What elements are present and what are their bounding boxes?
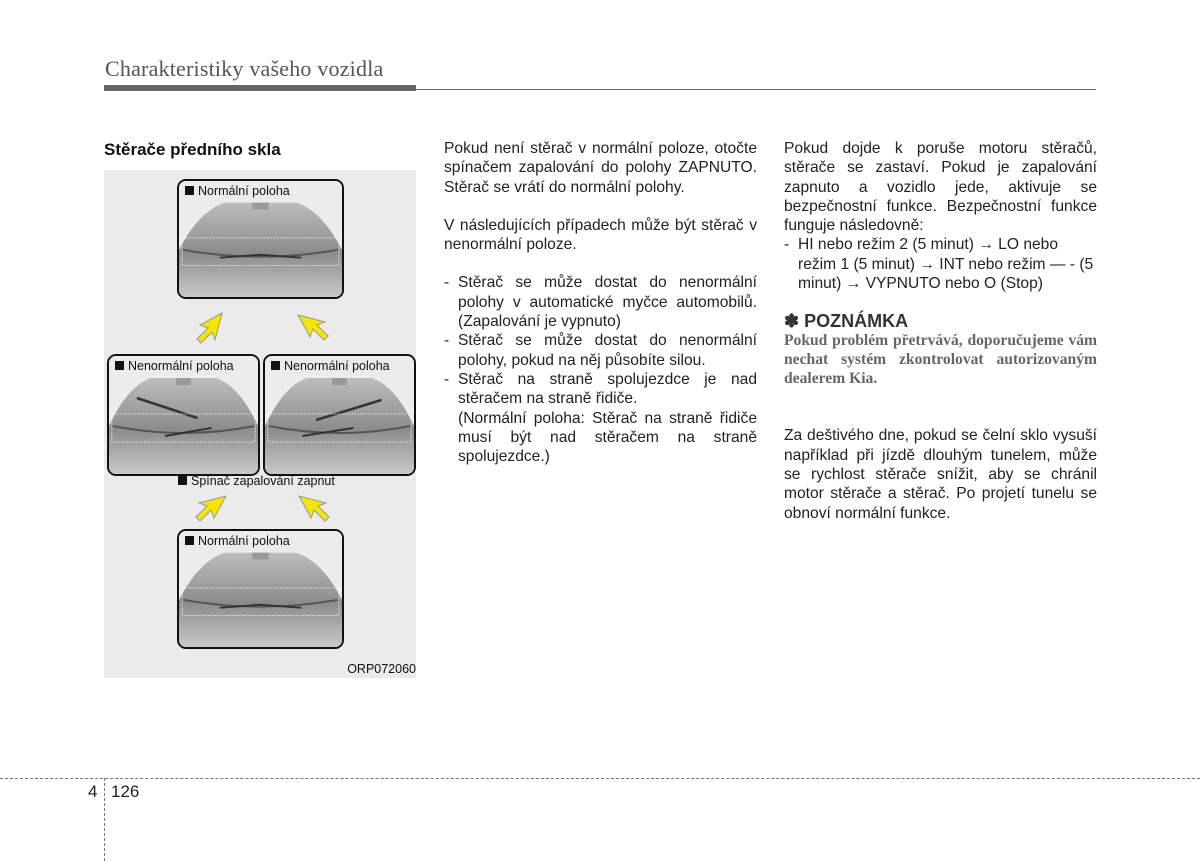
- paragraph: V následujících případech může být stěrač v nenormální poloze.: [444, 216, 757, 254]
- wiper-figure: [104, 170, 416, 678]
- safety-list: [784, 235, 1097, 293]
- figure-code: ORP072060: [347, 662, 416, 676]
- arrow-down-right-icon: [190, 307, 230, 347]
- arrow-down-left-icon: [292, 307, 332, 347]
- list-item: - HI nebo režim 2 (5 minut) → LO nebo režim 1 (5 minut) → INT nebo režim — - (5 minut) → VYPNUTO nebo O (Stop): [784, 235, 1097, 293]
- header-rule: [416, 89, 1096, 90]
- header-bar: [104, 85, 416, 91]
- arrow-down-right-icon: [192, 488, 232, 528]
- panel-label: Normální poloha: [183, 183, 294, 199]
- panel-label: Nenormální poloha: [113, 358, 238, 374]
- list-item: - Stěrač se může dostat do nenormální polohy v automatické myčce automobilů. (Zapalování je vypnuto): [444, 273, 757, 331]
- panel-normal-top: [177, 179, 344, 299]
- column-2: [444, 139, 757, 466]
- paragraph: Za deštivého dne, pokud se čelní sklo vysuší například při jízdě dlouhým tunelem, může se rychlost stěrače snížit, aby se chránil motor stěrače a stěrač. Po projetí tunelu se obnoví normální funkce.: [784, 427, 1097, 522]
- footer-divider: [104, 778, 105, 861]
- page-number: 126: [111, 782, 140, 801]
- note-title: ✽ POZNÁMKA: [784, 311, 909, 332]
- note-body: Pokud problém přetrvává, doporučujeme vám nechat systém zkontrolovat autorizovaným dealerem Kia.: [784, 332, 1097, 388]
- column-3: [784, 139, 1097, 523]
- panel-abnormal-left: [107, 354, 260, 476]
- ignition-label: Spínač zapalování zapnut: [178, 474, 335, 488]
- list-item: - Stěrač na straně spolujezdce je nad stěračem na straně řidiče. (Normální poloha: Stěrač na straně řidiče musí být nad stěračem na straně spolujezdce.): [444, 370, 757, 466]
- panel-normal-bottom: [177, 529, 344, 649]
- chapter-number: 4: [88, 782, 98, 801]
- arrow-down-left-icon: [293, 488, 333, 528]
- cases-list: [444, 273, 757, 466]
- list-item-note: (Normální poloha: Stěrač na straně řidiče musí být nad stěračem na straně spolujezdce.): [458, 409, 757, 466]
- running-header: Charakteristiky vašeho vozidla: [105, 56, 384, 81]
- footer-rule: [0, 778, 1200, 779]
- paragraph: Pokud není stěrač v normální poloze, otočte spínačem zapalování do polohy ZAPNUTO. Stěrač se vrátí do normální polohy.: [444, 140, 757, 196]
- section-title: Stěrače předního skla: [104, 140, 281, 159]
- paragraph: Pokud dojde k poruše motoru stěračů, stěrače se zastaví. Pokud je zapalování zapnuto a vozidlo jede, aktivuje se bezpečnostní funkce. Bezpečnostní funkce funguje následovně:: [784, 140, 1097, 235]
- list-item: - Stěrač se může dostat do nenormální polohy, pokud na něj působíte silou.: [444, 331, 757, 370]
- panel-abnormal-right: [263, 354, 416, 476]
- panel-label: Normální poloha: [183, 533, 294, 549]
- panel-label: Nenormální poloha: [269, 358, 394, 374]
